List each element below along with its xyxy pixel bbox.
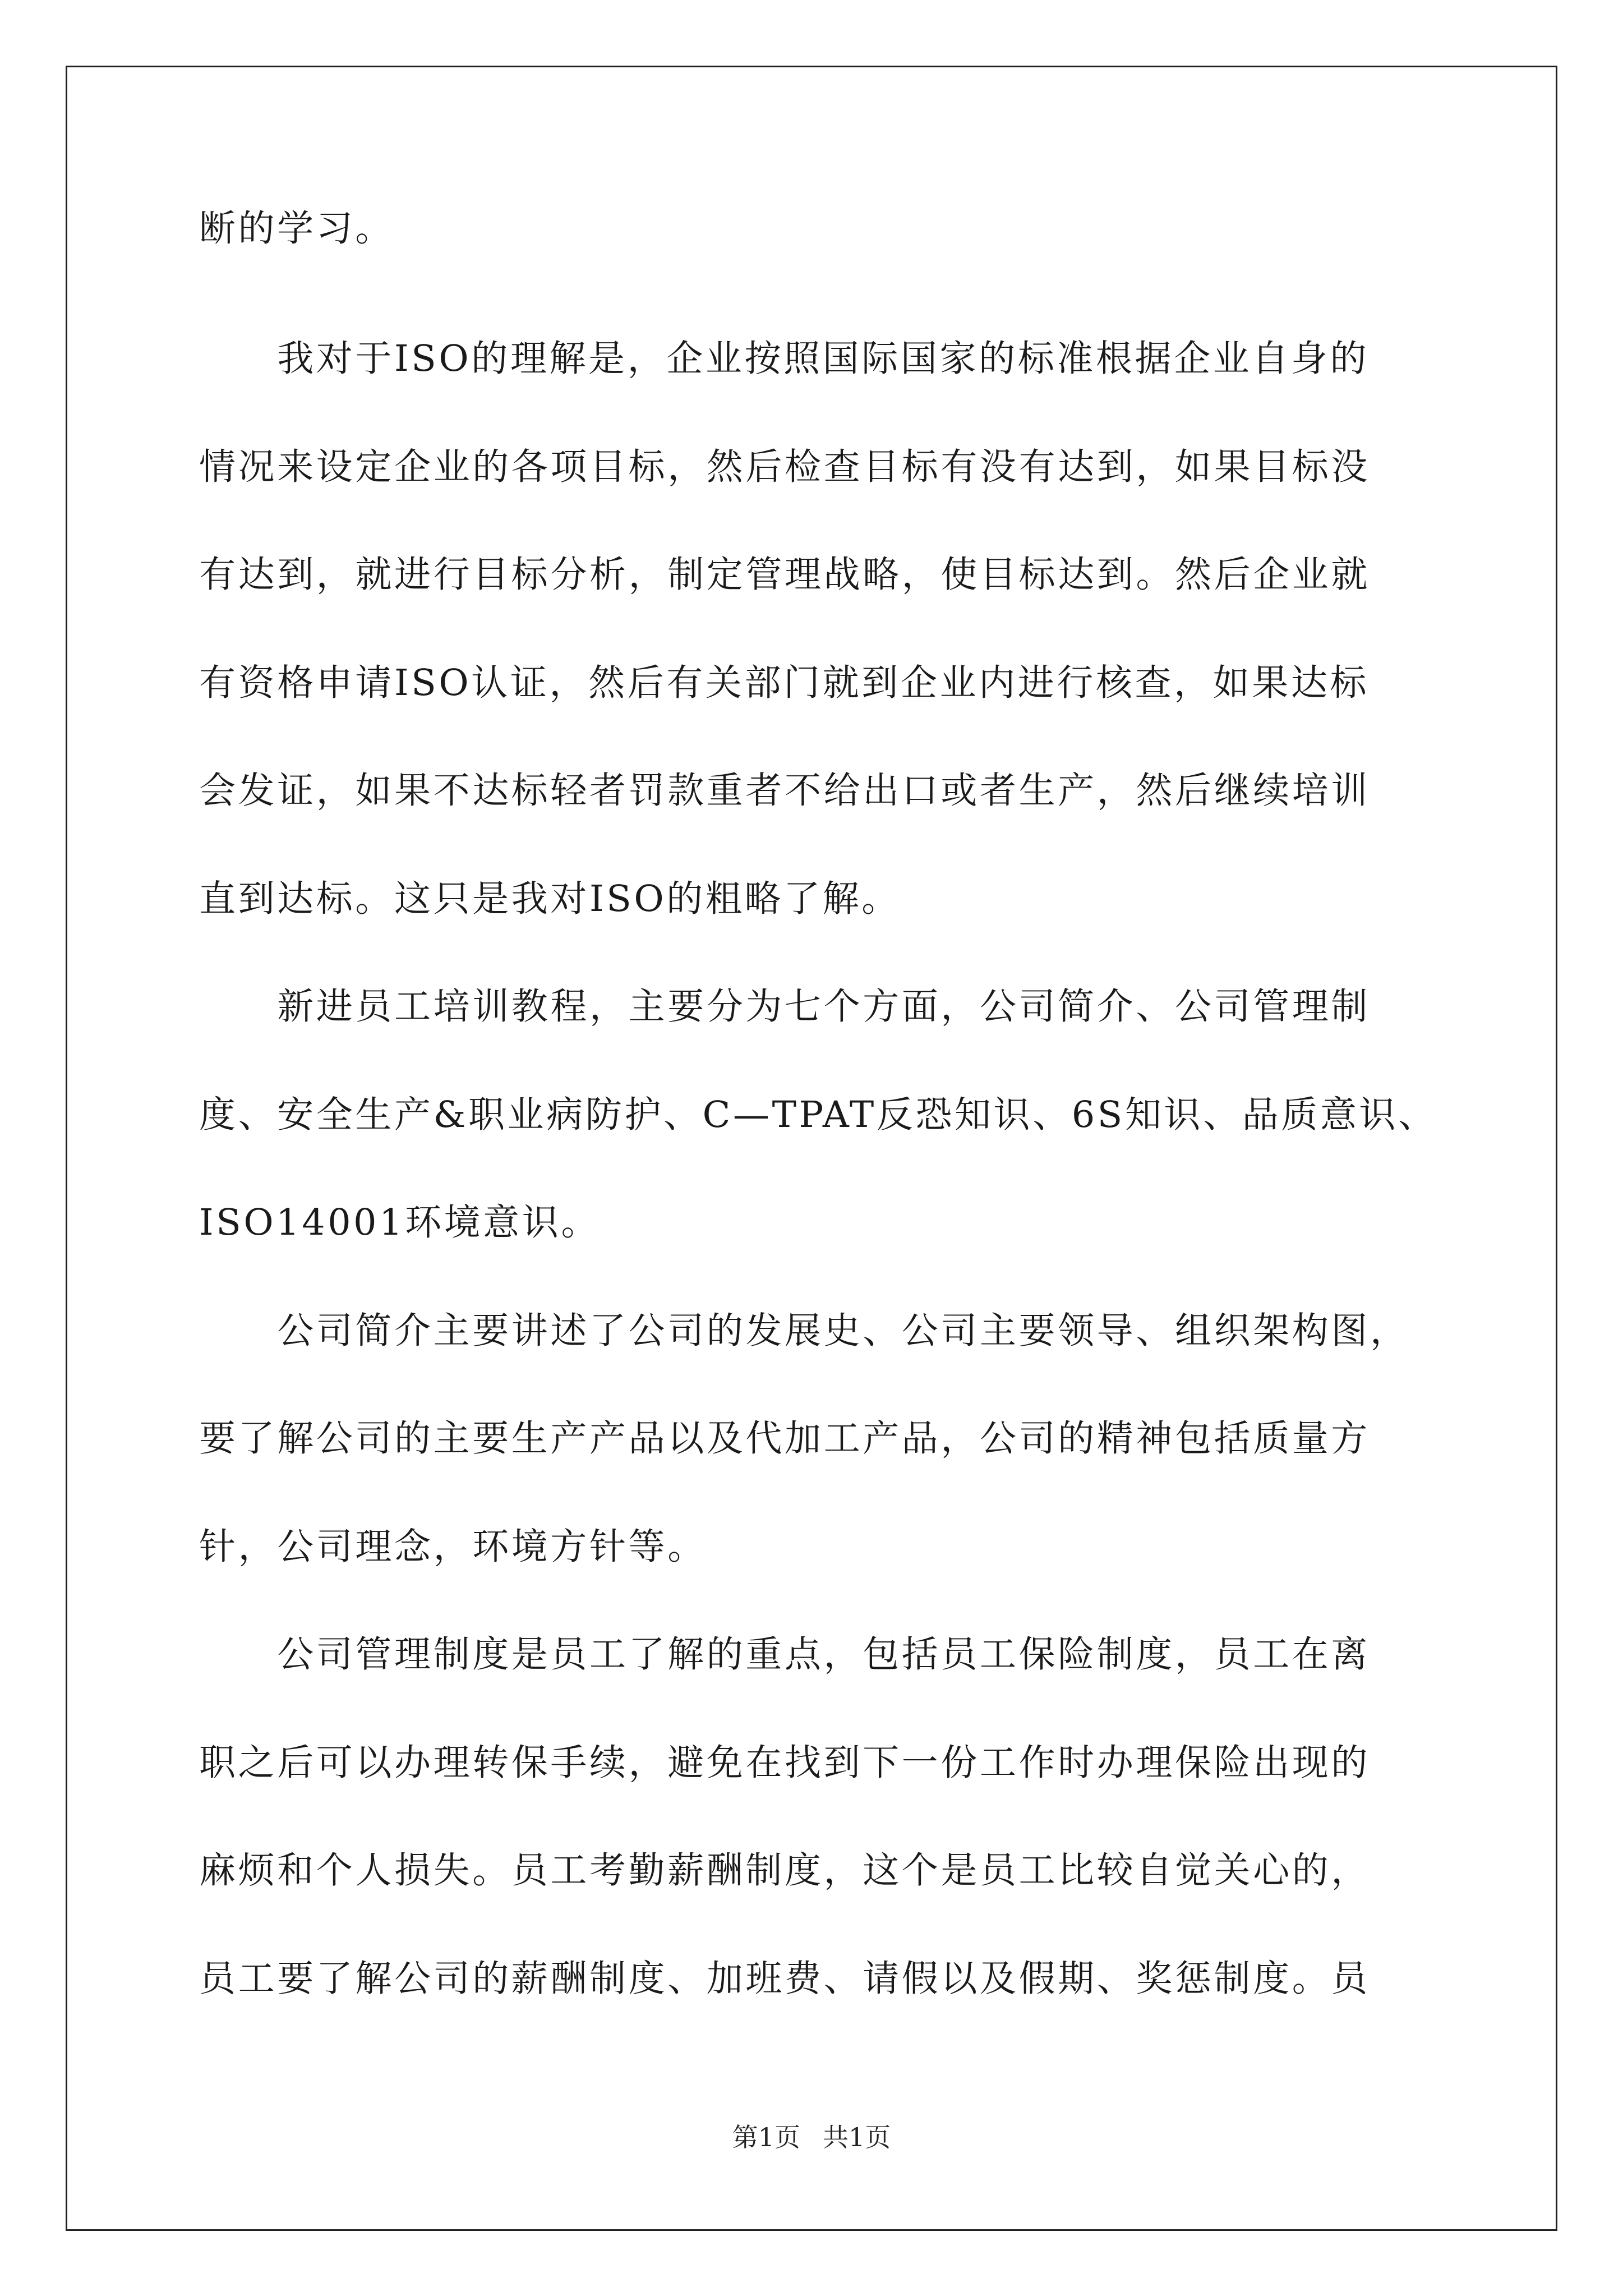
body-text-line: 新进员工培训教程，主要分为七个方面，公司简介、公司管理制 <box>199 986 1371 1028</box>
body-text-line: 针，公司理念，环境方针等。 <box>199 1526 707 1568</box>
body-text-line: 我对于ISO的理解是，企业按照国际国家的标准根据企业自身的 <box>199 338 1370 380</box>
body-text-line: 度、安全生产&职业病防护、C—TPAT反恐知识、6S知识、品质意识、 <box>199 1094 1437 1136</box>
body-text-line: 断的学习。 <box>199 208 395 250</box>
page-border <box>66 66 1557 2231</box>
body-text-line: 有达到，就进行目标分析，制定管理战略，使目标达到。然后企业就 <box>199 554 1371 596</box>
body-text-line: 公司管理制度是员工了解的重点，包括员工保险制度，员工在离 <box>199 1634 1371 1676</box>
body-text-line: 会发证，如果不达标轻者罚款重者不给出口或者生产，然后继续培训 <box>199 770 1371 812</box>
body-text-line: 要了解公司的主要生产产品以及代加工产品，公司的精神包括质量方 <box>199 1418 1371 1460</box>
body-text-line: 公司简介主要讲述了公司的发展史、公司主要领导、组织架构图， <box>199 1310 1409 1352</box>
page-footer <box>0 2120 1623 2154</box>
body-text-line: 职之后可以办理转保手续，避免在找到下一份工作时办理保险出现的 <box>199 1742 1371 1784</box>
body-text-line: ISO14001环境意识。 <box>199 1202 601 1244</box>
body-text-line: 情况来设定企业的各项目标，然后检查目标有没有达到，如果目标没 <box>199 446 1371 488</box>
body-text-line: 有资格申请ISO认证，然后有关部门就到企业内进行核查，如果达标 <box>199 662 1370 704</box>
page-number: 第1页 <box>732 2122 800 2152</box>
page-total: 共1页 <box>823 2122 891 2152</box>
body-text-line: 麻烦和个人损失。员工考勤薪酬制度，这个是员工比较自觉关心的， <box>199 1849 1371 1892</box>
body-text-line: 直到达标。这只是我对ISO的粗略了解。 <box>199 878 901 920</box>
body-text-line: 员工要了解公司的薪酬制度、加班费、请假以及假期、奖惩制度。员 <box>199 1958 1371 2000</box>
